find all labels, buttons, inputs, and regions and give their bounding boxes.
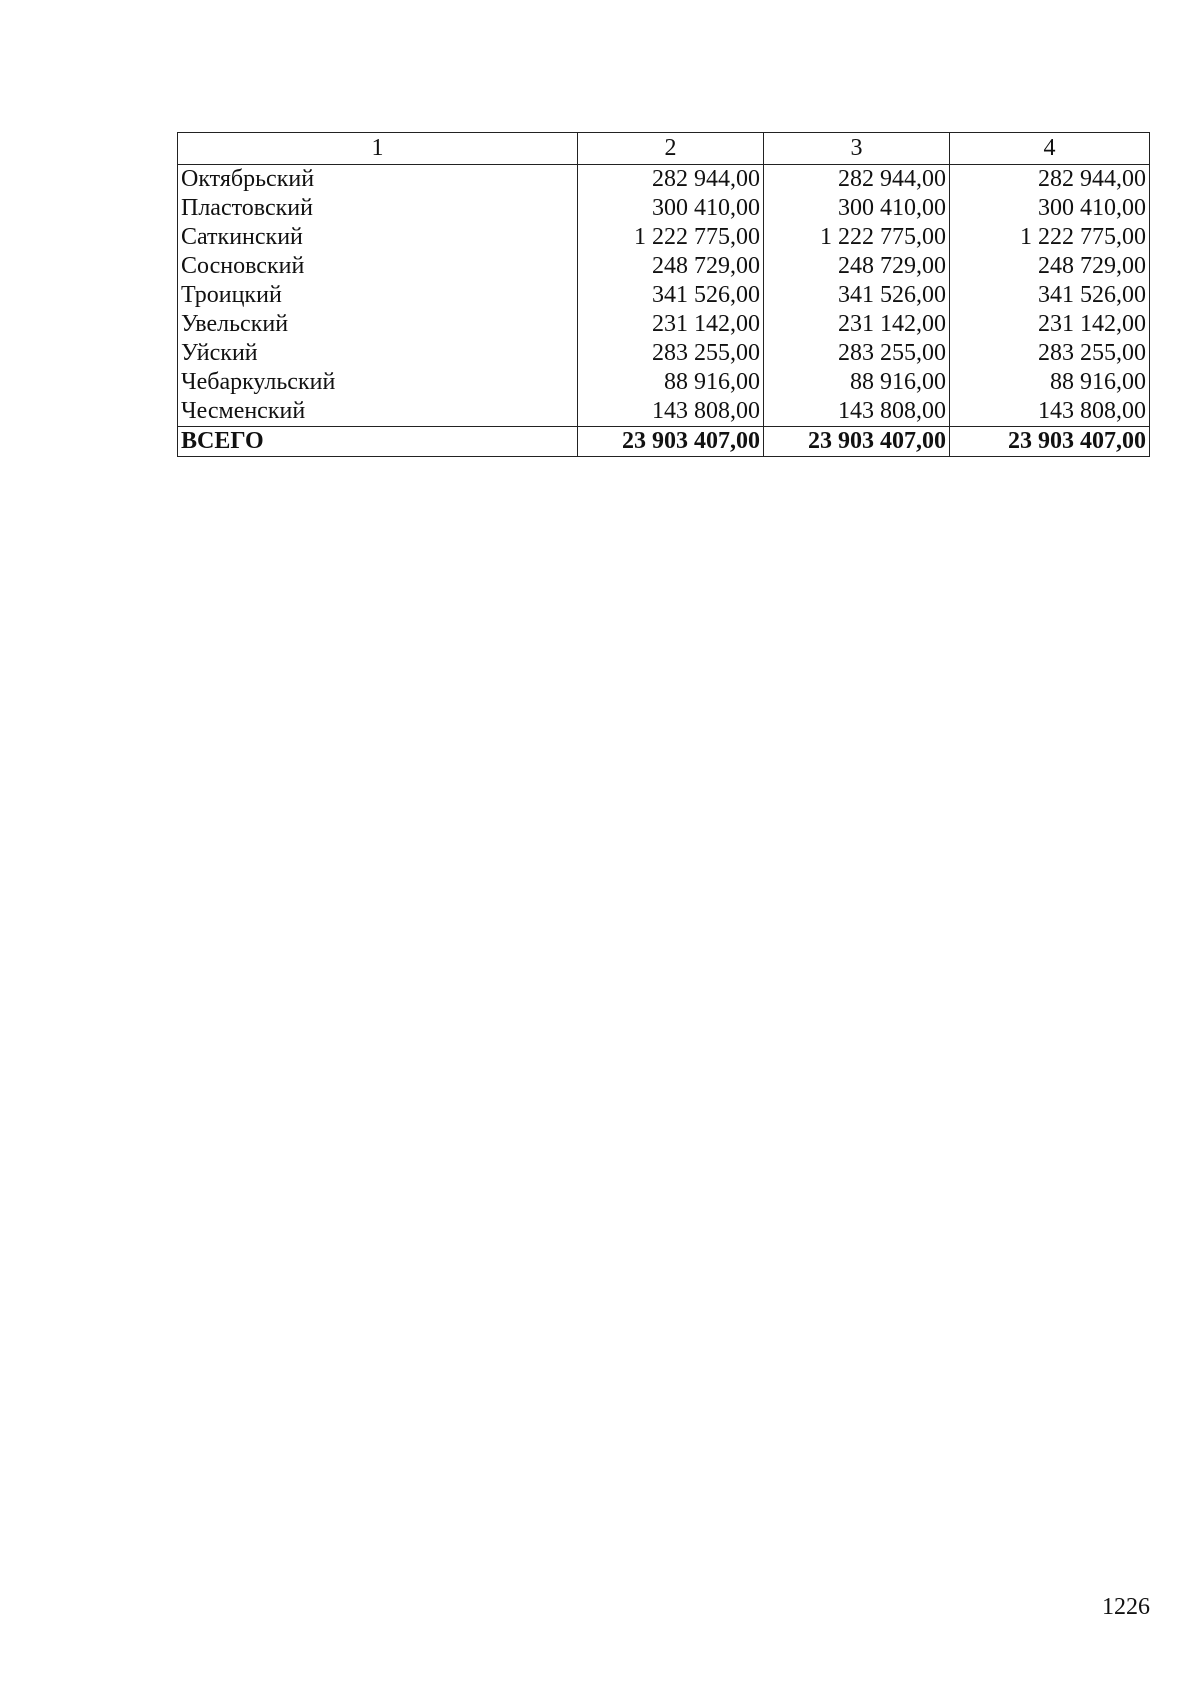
allocation-table <box>177 132 1150 457</box>
total-col-2: 23 903 407,00 <box>578 427 764 457</box>
value-col-3: 282 944,00 <box>764 165 950 195</box>
table-row <box>178 165 1150 195</box>
value-col-3: 341 526,00 <box>764 281 950 310</box>
value-col-4: 282 944,00 <box>950 165 1150 195</box>
total-row <box>178 427 1150 457</box>
table-row <box>178 252 1150 281</box>
value-col-3: 231 142,00 <box>764 310 950 339</box>
value-col-2: 143 808,00 <box>578 397 764 427</box>
value-col-4: 341 526,00 <box>950 281 1150 310</box>
value-col-4: 300 410,00 <box>950 194 1150 223</box>
value-col-2: 282 944,00 <box>578 165 764 195</box>
header-row <box>178 133 1150 165</box>
table-row <box>178 368 1150 397</box>
value-col-4: 248 729,00 <box>950 252 1150 281</box>
value-col-4: 88 916,00 <box>950 368 1150 397</box>
value-col-3: 143 808,00 <box>764 397 950 427</box>
total-col-3: 23 903 407,00 <box>764 427 950 457</box>
value-col-4: 283 255,00 <box>950 339 1150 368</box>
page-number: 1226 <box>1102 1594 1150 1620</box>
district-name: Пластовский <box>178 194 578 223</box>
table-row <box>178 281 1150 310</box>
value-col-2: 1 222 775,00 <box>578 223 764 252</box>
district-name: Увельский <box>178 310 578 339</box>
table-row <box>178 397 1150 427</box>
value-col-2: 88 916,00 <box>578 368 764 397</box>
table-row <box>178 194 1150 223</box>
header-col-1: 1 <box>178 133 578 165</box>
table-row <box>178 223 1150 252</box>
header-col-3: 3 <box>764 133 950 165</box>
value-col-4: 143 808,00 <box>950 397 1150 427</box>
value-col-2: 248 729,00 <box>578 252 764 281</box>
district-name: Чебаркульский <box>178 368 578 397</box>
total-col-4: 23 903 407,00 <box>950 427 1150 457</box>
district-name: Уйский <box>178 339 578 368</box>
value-col-4: 1 222 775,00 <box>950 223 1150 252</box>
value-col-2: 341 526,00 <box>578 281 764 310</box>
value-col-3: 300 410,00 <box>764 194 950 223</box>
value-col-3: 283 255,00 <box>764 339 950 368</box>
header-col-4: 4 <box>950 133 1150 165</box>
table-row <box>178 310 1150 339</box>
district-name: Сосновский <box>178 252 578 281</box>
district-name: Чесменский <box>178 397 578 427</box>
district-name: Троицкий <box>178 281 578 310</box>
table-row <box>178 339 1150 368</box>
district-name: Октябрьский <box>178 165 578 195</box>
value-col-2: 231 142,00 <box>578 310 764 339</box>
value-col-4: 231 142,00 <box>950 310 1150 339</box>
value-col-3: 1 222 775,00 <box>764 223 950 252</box>
district-name: Саткинский <box>178 223 578 252</box>
value-col-2: 300 410,00 <box>578 194 764 223</box>
value-col-3: 248 729,00 <box>764 252 950 281</box>
value-col-2: 283 255,00 <box>578 339 764 368</box>
total-label: ВСЕГО <box>178 427 578 457</box>
value-col-3: 88 916,00 <box>764 368 950 397</box>
header-col-2: 2 <box>578 133 764 165</box>
